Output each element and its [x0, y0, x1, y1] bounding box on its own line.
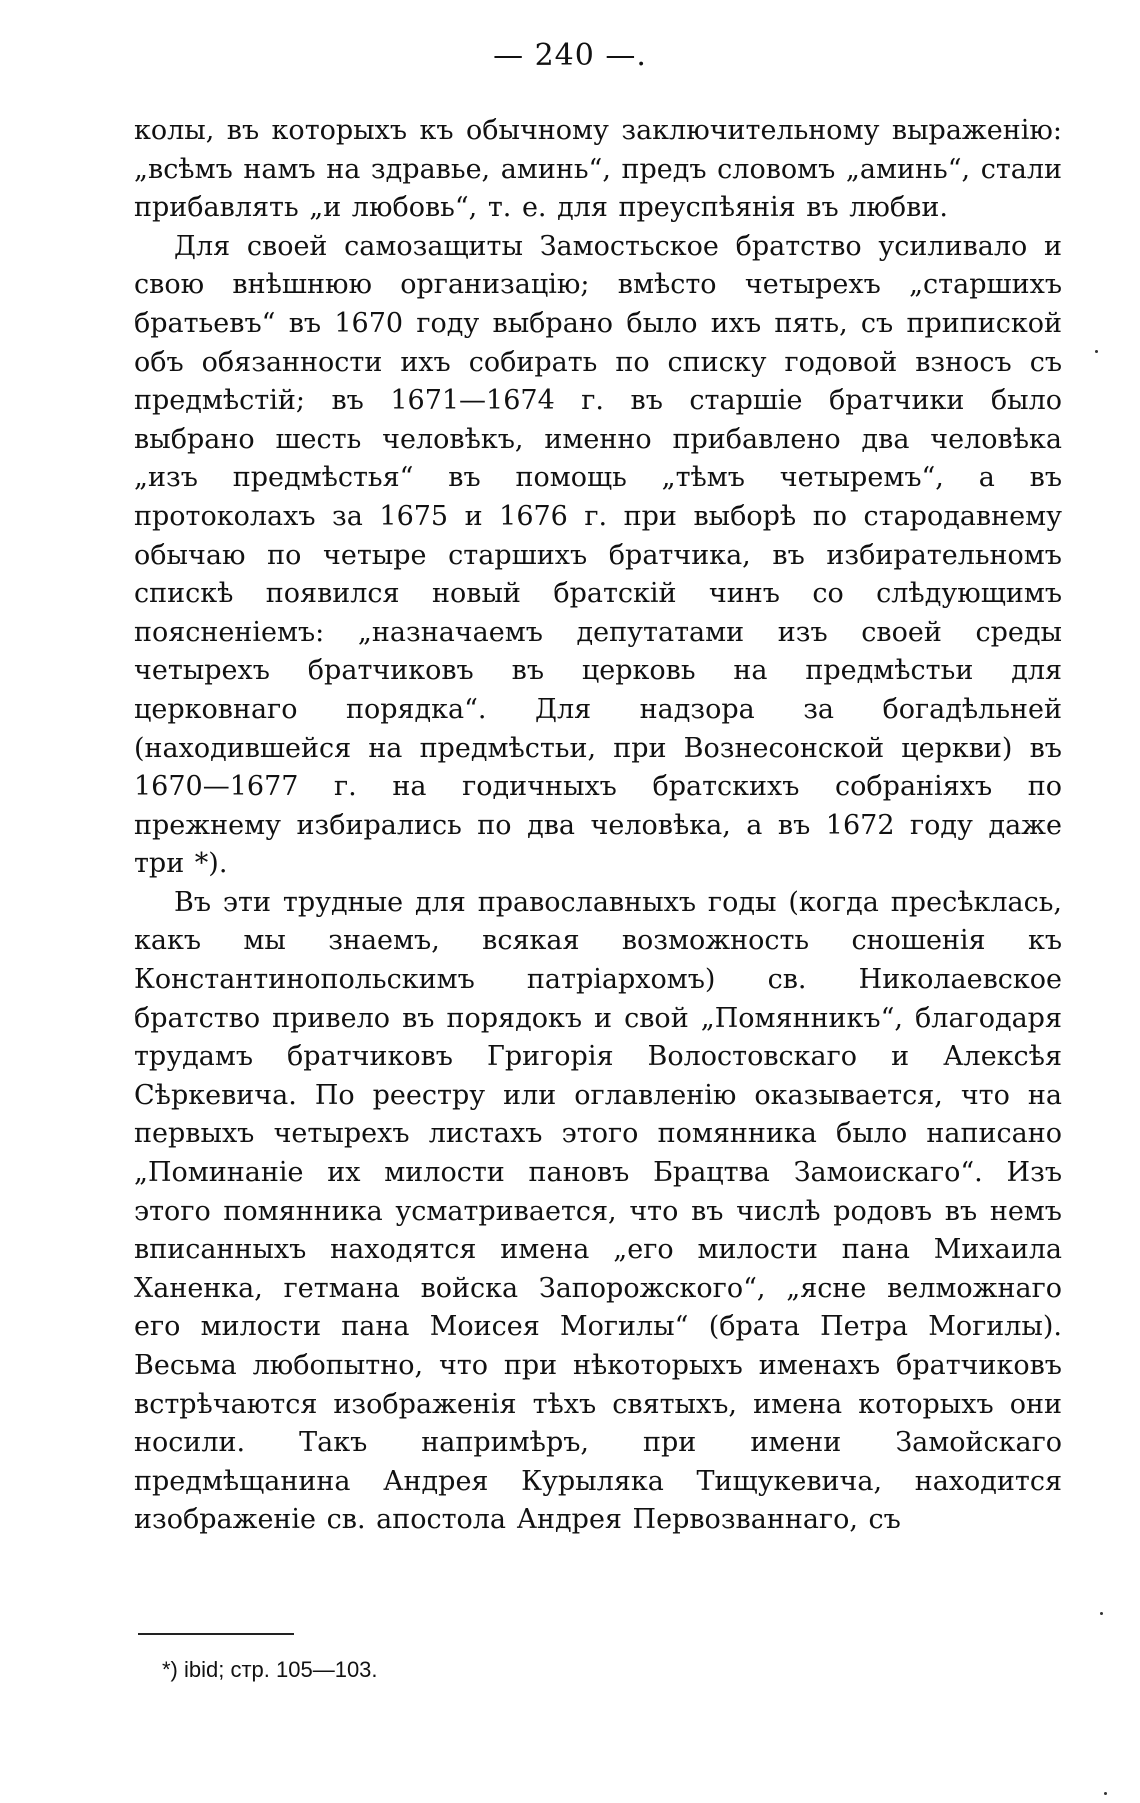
scan-speck	[1095, 350, 1098, 353]
paragraph: Для своей самозащиты Замостьское братство усиливало и свою внѣшнюю организацію; вмѣсто четырехъ „старшихъ братьевъ“ въ 1670 году выбрано было ихъ пять, съ припиской объ обязанности ихъ собирать по списку годовой взносъ съ предмѣстій; въ 1671—1674 г. въ старшіе братчики было выбрано шесть человѣкъ, именно прибавлено два человѣка „изъ предмѣстья“ въ помощь „тѣмъ четыремъ“, а въ протоколахъ за 1675 и 1676 г. при выборѣ по стародавнему обычаю по четыре старшихъ братчика, въ избирательномъ спискѣ появился новый братскій чинъ со слѣдующимъ поясненіемъ: „назначаемъ депутатами изъ своей среды четырехъ братчиковъ въ церковь на предмѣстьи для церковнаго порядка“. Для надзора за богадѣльней (находившейся на предмѣстьи, при Вознесонской церкви) въ 1670—1677 г. на годичныхъ братскихъ собраніяхъ по прежнему избирались по два человѣка, а въ 1672 году даже три *).	[134, 230, 1062, 880]
paragraph: колы, въ которыхъ къ обычному заключительному выраженію: „всѣмъ намъ на здравье, аминь“, предъ словомъ „аминь“, стали прибавлять „и любовь“, т. е. для преуспѣянія въ любви.	[134, 115, 1062, 224]
footnote: *) ibid; стр. 105—103.	[162, 1657, 378, 1682]
body-text	[134, 112, 1062, 1540]
page-number: — 240 —.	[493, 38, 647, 73]
footnote-rule	[138, 1633, 294, 1635]
scan-speck	[1100, 1612, 1103, 1615]
scan-speck	[1104, 1792, 1107, 1795]
paragraph: Въ эти трудные для православныхъ годы (когда пресѣклась, какъ мы знаемъ, всякая возможность сношенія къ Константинопольскимъ патріархомъ) св. Николаевское братство привело въ порядокъ и свой „Помянникъ“, благодаря трудамъ братчиковъ Григорія Волостовскаго и Алексѣя Сѣркевича. По реестру или оглавленію оказывается, что на первыхъ четырехъ листахъ этого помянника было написано „Поминаніе их милости пановъ Брацтва Замоискаго“. Изъ этого помянника усматривается, что въ числѣ родовъ въ немъ вписанныхъ находятся имена „его милости пана Михаила Ханенка, гетмана войска Запорожского“, „ясне велможнаго его милости пана Моисея Могилы“ (брата Петра Могилы). Весьма любопытно, что при нѣкоторыхъ именахъ братчиковъ встрѣчаются изображенія тѣхъ святыхъ, имена которыхъ они носили. Такъ напримѣръ, при имени Замойскаго предмѣщанина Андрея Курыляка Тищукевича, находится изображеніе св. апостола Андрея Первозваннаго, съ	[134, 886, 1062, 1536]
